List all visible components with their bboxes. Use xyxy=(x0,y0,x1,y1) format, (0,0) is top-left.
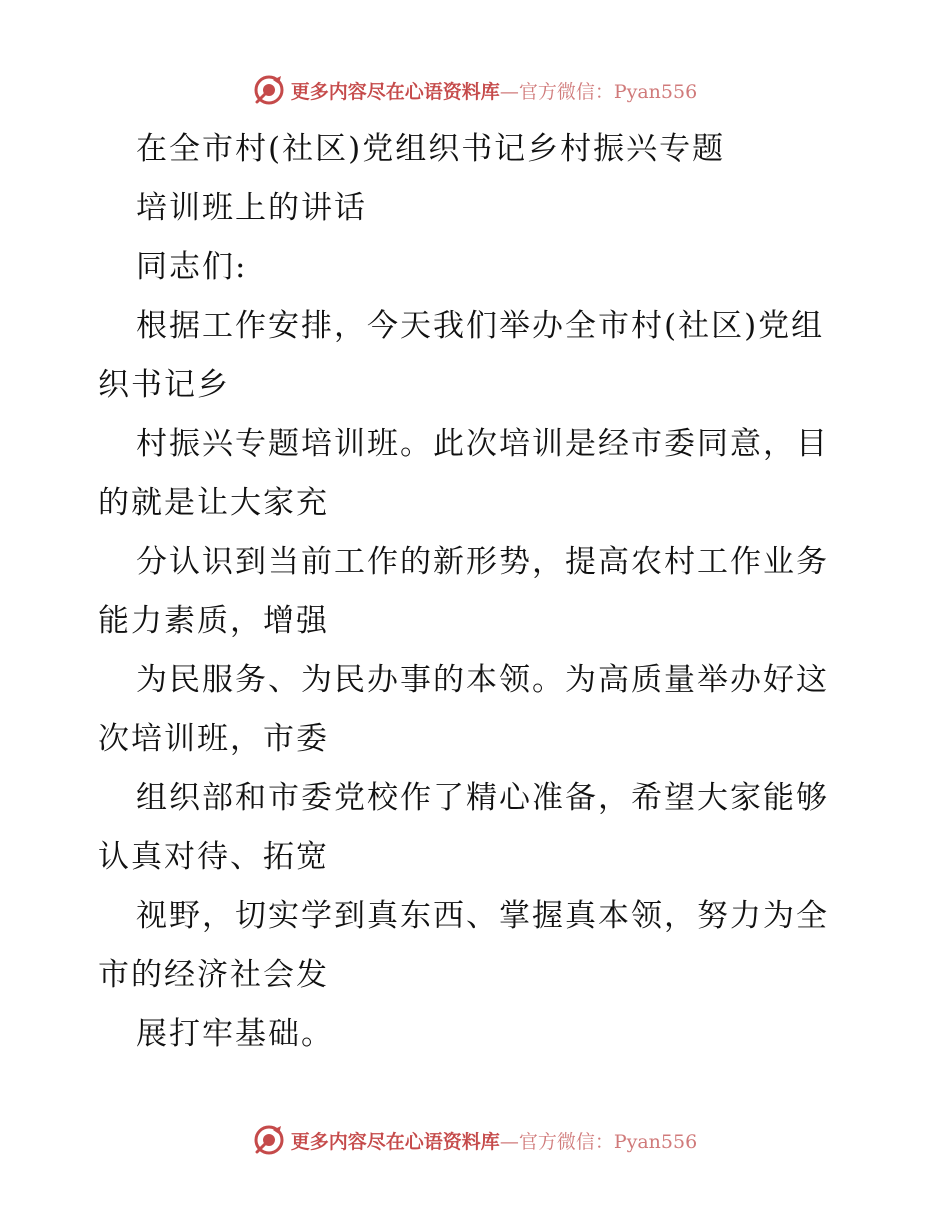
watermark-wechat: Pyan556 xyxy=(613,1130,698,1153)
watermark-main: 更多内容尽在心语资料库 xyxy=(290,1130,500,1153)
watermark-official: 官方微信： xyxy=(518,1130,614,1153)
paragraph-line: 视野，切实学到真东西、掌握真本领，努力为全 xyxy=(136,898,829,934)
quill-seal-icon xyxy=(253,74,285,106)
watermark-official: 官方微信： xyxy=(518,80,614,103)
paragraph-line: 村振兴专题培训班。此次培训是经市委同意，目 xyxy=(136,426,829,462)
paragraph-line: 根据工作安排，今天我们举办全市村(社区)党组 xyxy=(136,308,825,344)
title-line-1: 在全市村(社区)党组织书记乡村振兴专题 xyxy=(136,131,726,167)
watermark-wechat: Pyan556 xyxy=(613,80,698,103)
paragraph-line: 织书记乡 xyxy=(98,367,230,403)
watermark-dash: — xyxy=(499,1130,519,1153)
paragraph-line: 展打牢基础。 xyxy=(136,1016,334,1052)
paragraph-line: 组织部和市委党校作了精心准备，希望大家能够 xyxy=(136,780,829,816)
quill-seal-icon xyxy=(253,1124,285,1156)
title-line-2: 培训班上的讲话 xyxy=(136,190,367,226)
paragraph-line: 为民服务、为民办事的本领。为高质量举办好这 xyxy=(136,662,829,698)
paragraph-line: 分认识到当前工作的新形势，提高农村工作业务 xyxy=(136,544,829,580)
watermark-footer xyxy=(0,1120,950,1160)
document-body xyxy=(98,120,854,1064)
watermark-dash: — xyxy=(499,80,519,103)
watermark-text xyxy=(291,1127,697,1154)
paragraph-line: 次培训班，市委 xyxy=(98,721,329,757)
watermark-main: 更多内容尽在心语资料库 xyxy=(290,80,500,103)
paragraph-line: 认真对待、拓宽 xyxy=(98,839,329,875)
paragraph-line: 能力素质，增强 xyxy=(98,603,329,639)
paragraph-line: 市的经济社会发 xyxy=(98,957,329,993)
paragraph-line: 的就是让大家充 xyxy=(98,485,329,521)
watermark-header xyxy=(0,70,950,110)
watermark-text xyxy=(291,77,697,104)
salutation: 同志们: xyxy=(136,249,248,285)
